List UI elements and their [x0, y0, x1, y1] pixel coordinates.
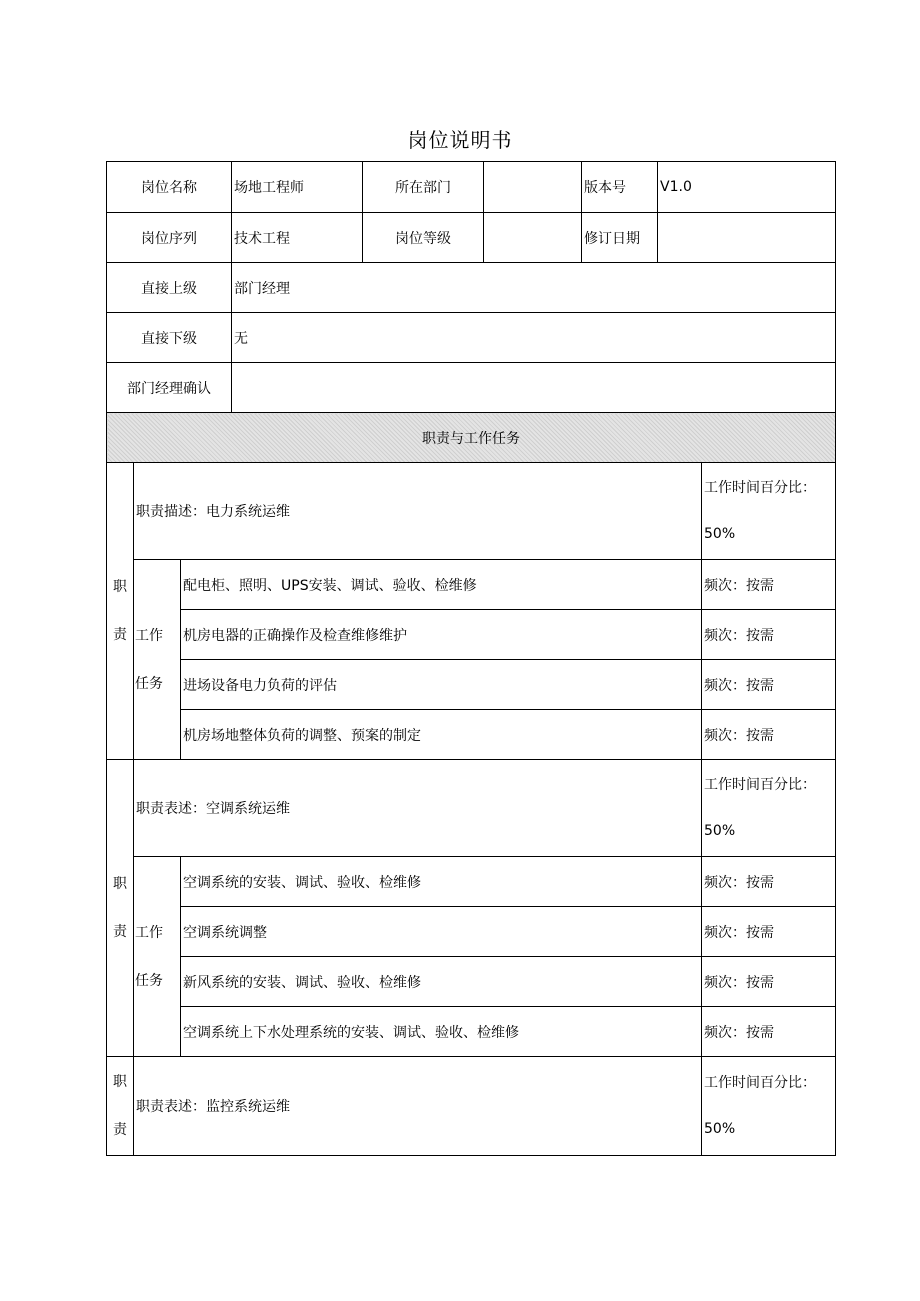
task-item: 机房场地整体负荷的调整、预案的制定: [181, 710, 702, 760]
task-frequency: 频次：按需: [702, 710, 836, 760]
task-frequency: 频次：按需: [702, 610, 836, 660]
duty-label: 职 责: [107, 463, 134, 760]
task-item: 空调系统的安装、调试、验收、检维修: [181, 857, 702, 907]
task-frequency: 频次：按需: [702, 957, 836, 1007]
job-description-table: [106, 161, 836, 1156]
duty-description: 职责表述：空调系统运维: [134, 760, 702, 857]
duty-percent: 工作时间百分比： 50%: [702, 463, 836, 560]
duty-percent: 工作时间百分比： 50%: [702, 760, 836, 857]
subordinate-label: 直接下级: [107, 313, 232, 363]
superior-label: 直接上级: [107, 263, 232, 313]
manager-confirm-value: [232, 363, 836, 413]
task-item: 空调系统调整: [181, 907, 702, 957]
duty-description: 职责描述：电力系统运维: [134, 463, 702, 560]
manager-confirm-label: 部门经理确认: [107, 363, 232, 413]
position-name-label: 岗位名称: [107, 162, 232, 213]
task-item: 新风系统的安装、调试、验收、检维修: [181, 957, 702, 1007]
task-frequency: 频次：按需: [702, 857, 836, 907]
grade-label: 岗位等级: [363, 213, 484, 263]
duty-label: 职 责: [107, 1057, 134, 1156]
task-frequency: 频次：按需: [702, 907, 836, 957]
subordinate-value: 无: [232, 313, 836, 363]
page-title: 岗位说明书: [407, 128, 513, 152]
section-title: 职责与工作任务: [107, 413, 836, 463]
revision-date-value: [658, 213, 836, 263]
series-label: 岗位序列: [107, 213, 232, 263]
task-label: 工作 任务: [134, 857, 181, 1057]
grade-value: [484, 213, 582, 263]
task-frequency: 频次：按需: [702, 660, 836, 710]
version-value: V1.0: [658, 162, 836, 213]
duty-label: 职 责: [107, 760, 134, 1057]
revision-date-label: 修订日期: [582, 213, 658, 263]
position-name-value: 场地工程师: [232, 162, 363, 213]
task-item: 空调系统上下水处理系统的安装、调试、验收、检维修: [181, 1007, 702, 1057]
series-value: 技术工程: [232, 213, 363, 263]
task-item: 机房电器的正确操作及检查维修维护: [181, 610, 702, 660]
task-frequency: 频次：按需: [702, 560, 836, 610]
task-label: 工作 任务: [134, 560, 181, 760]
department-value: [484, 162, 582, 213]
version-label: 版本号: [582, 162, 658, 213]
task-frequency: 频次：按需: [702, 1007, 836, 1057]
superior-value: 部门经理: [232, 263, 836, 313]
duty-percent: 工作时间百分比： 50%: [702, 1057, 836, 1156]
department-label: 所在部门: [363, 162, 484, 213]
duty-description: 职责表述：监控系统运维: [134, 1057, 702, 1156]
task-item: 配电柜、照明、UPS安装、调试、验收、检维修: [181, 560, 702, 610]
task-item: 进场设备电力负荷的评估: [181, 660, 702, 710]
